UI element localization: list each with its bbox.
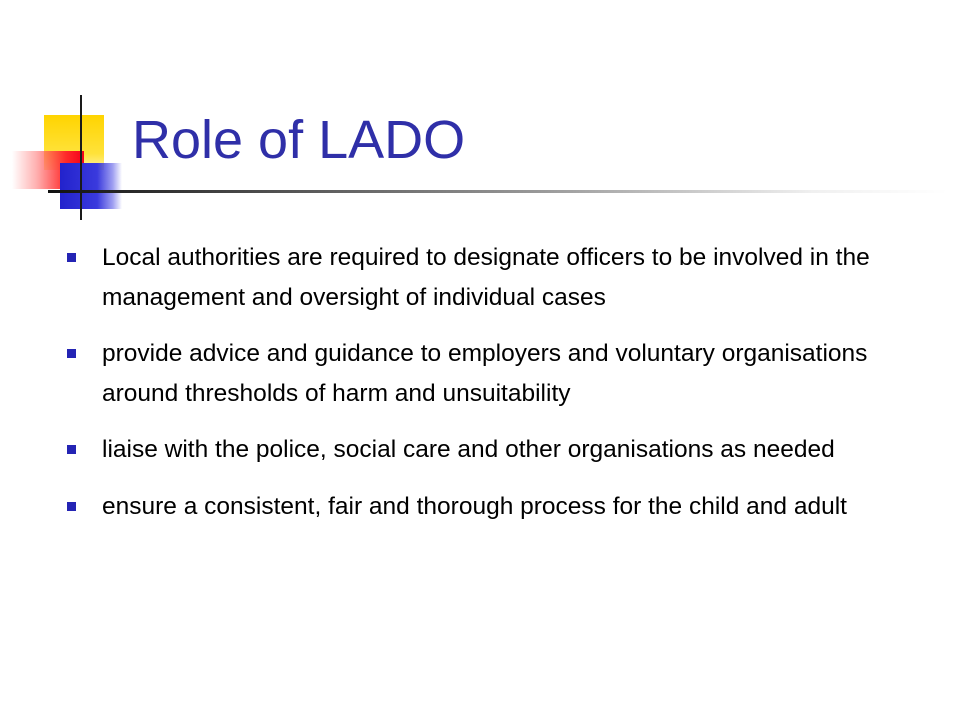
- bullet-text: Local authorities are required to designate officers to be involved in the management and oversight of individual cases: [102, 244, 870, 311]
- title-divider-line: [48, 190, 948, 193]
- bullet-text: ensure a consistent, fair and thorough process for the child and adult: [102, 492, 847, 520]
- logo-vertical-line: [80, 95, 82, 220]
- slide-title: Role of LADO: [132, 110, 466, 170]
- bullet-item: [66, 334, 886, 413]
- bullet-text: liaise with the police, social care and other organisations as needed: [102, 436, 835, 463]
- bullet-text: provide advice and guidance to employers and voluntary organisations around thresholds of harm and unsuitability: [102, 340, 868, 407]
- square-bullet-icon: [67, 253, 76, 262]
- square-bullet-icon: [67, 445, 76, 454]
- bullet-list: [66, 238, 886, 543]
- square-bullet-icon: [67, 502, 76, 511]
- logo-blue-square: [60, 163, 122, 209]
- bullet-item: [66, 430, 886, 470]
- bullet-item: [66, 487, 886, 527]
- square-bullet-icon: [67, 349, 76, 358]
- decorative-logo-graphic: [0, 95, 140, 220]
- bullet-item: [66, 238, 886, 317]
